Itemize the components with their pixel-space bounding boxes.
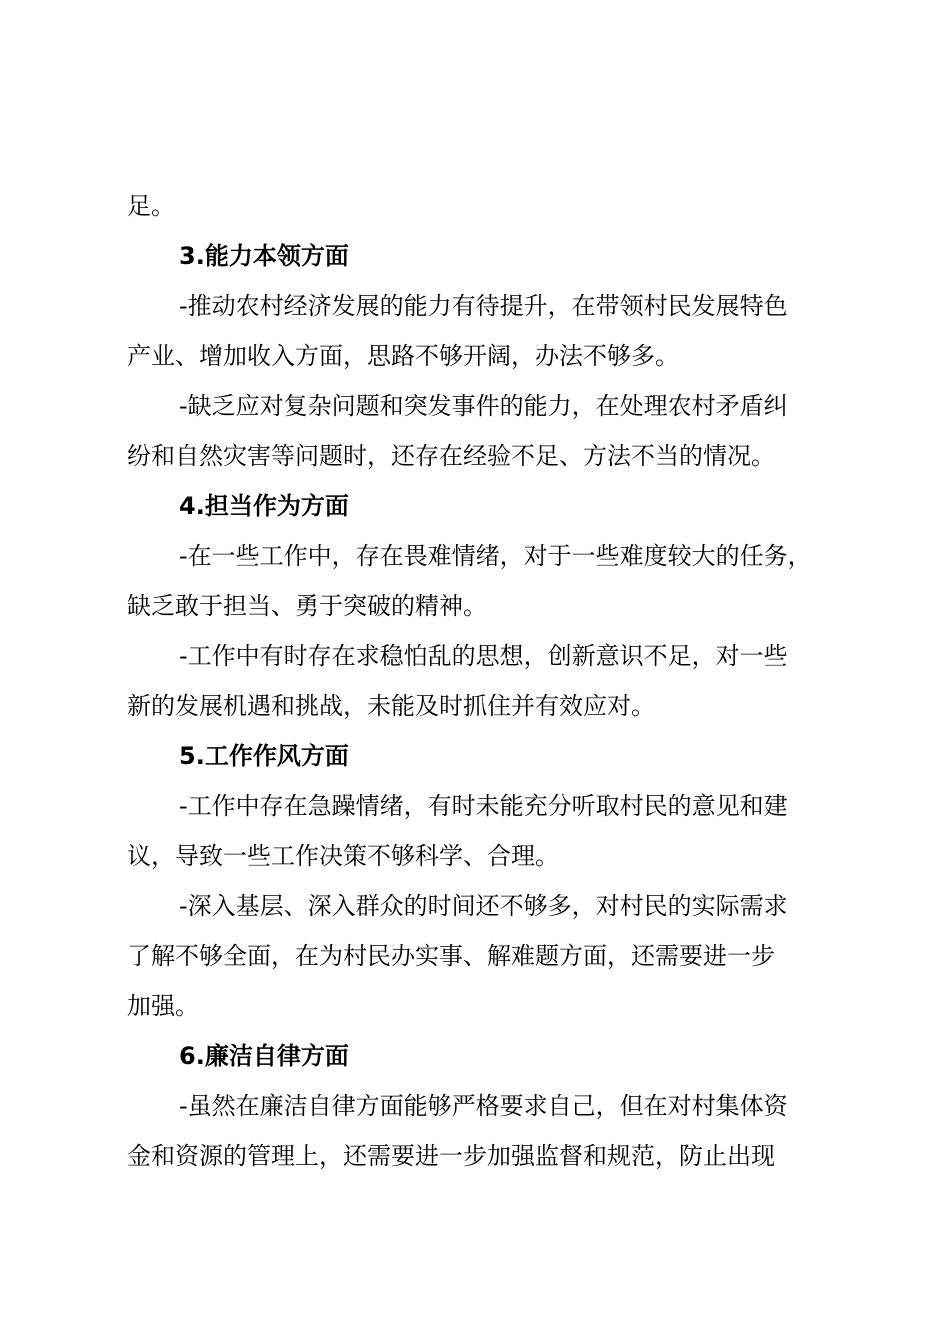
paragraph-line: -虽然在廉洁自律方面能够严格要求自己，但在对村集体资 [179, 1092, 788, 1120]
paragraph-line: 议，导致一些工作决策不够科学、合理。 [127, 842, 559, 870]
paragraph-line: 金和资源的管理上，还需要进一步加强监督和规范，防止出现 [127, 1142, 775, 1170]
paragraph-line: 缺乏敢于担当、勇于突破的精神。 [127, 592, 487, 620]
section-heading: 6.廉洁自律方面 [179, 1042, 349, 1070]
paragraph-line: -深入基层、深入群众的时间还不够多，对村民的实际需求 [179, 892, 788, 920]
paragraph-line: 足。 [127, 192, 175, 220]
section-heading: 4.担当作为方面 [179, 492, 349, 520]
paragraph-line: -推动农村经济发展的能力有待提升，在带领村民发展特色 [179, 292, 788, 320]
paragraph-line: -缺乏应对复杂问题和突发事件的能力，在处理农村矛盾纠 [179, 392, 788, 420]
paragraph-line: 产业、增加收入方面，思路不够开阔，办法不够多。 [127, 342, 679, 370]
paragraph-line: -工作中有时存在求稳怕乱的思想，创新意识不足，对一些 [179, 642, 788, 670]
paragraph-line: -工作中存在急躁情绪，有时未能充分听取村民的意见和建 [179, 792, 788, 820]
section-heading: 3.能力本领方面 [179, 242, 349, 270]
paragraph-line: 纷和自然灾害等问题时，还存在经验不足、方法不当的情况。 [127, 442, 775, 470]
section-heading: 5.工作作风方面 [179, 742, 349, 770]
paragraph-line: 了解不够全面，在为村民办实事、解难题方面，还需要进一步 [127, 942, 775, 970]
paragraph-line: 新的发展机遇和挑战，未能及时抓住并有效应对。 [127, 692, 655, 720]
paragraph-line: 加强。 [127, 992, 199, 1020]
paragraph-line: -在一些工作中，存在畏难情绪，对于一些难度较大的任务， [179, 542, 812, 570]
